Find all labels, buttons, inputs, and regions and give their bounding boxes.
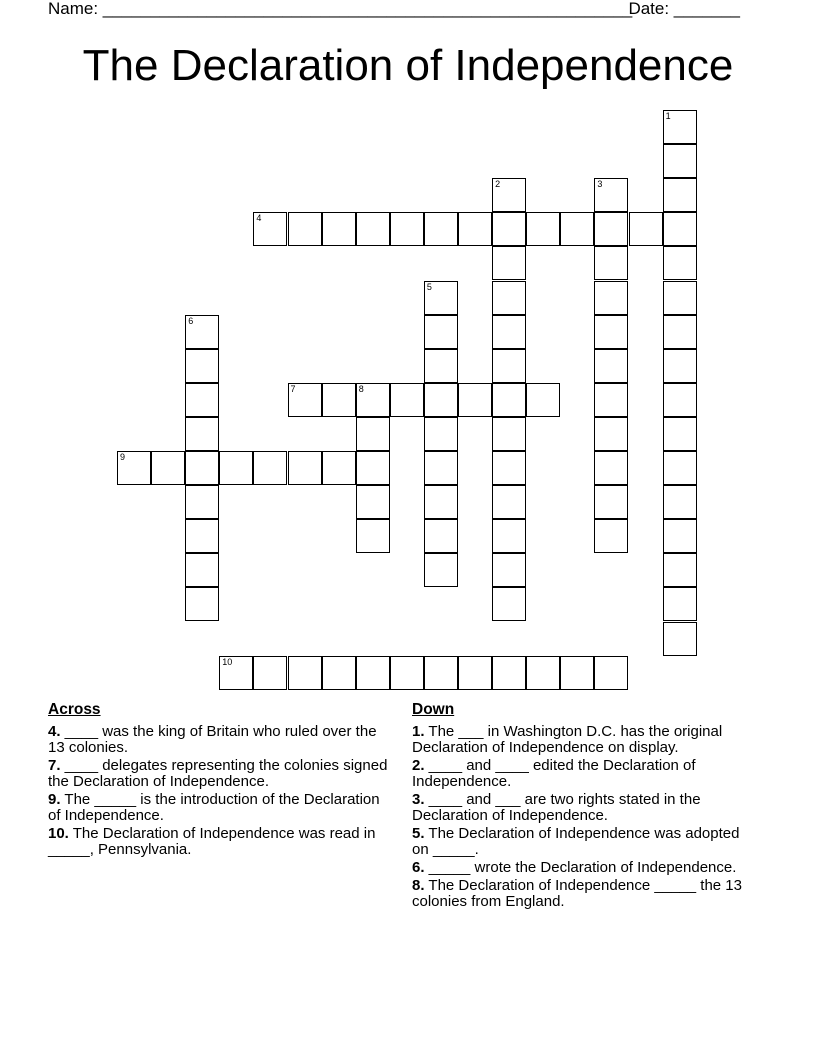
- crossword-cell[interactable]: [219, 656, 253, 690]
- crossword-cell[interactable]: [185, 451, 219, 485]
- crossword-cell[interactable]: [492, 178, 526, 212]
- crossword-cell[interactable]: [424, 553, 458, 587]
- crossword-cell[interactable]: [492, 212, 526, 246]
- crossword-cell[interactable]: [663, 246, 697, 280]
- crossword-cell[interactable]: [424, 212, 458, 246]
- crossword-cell[interactable]: [492, 519, 526, 553]
- down-clues: [412, 702, 752, 912]
- clue-number-label: 2: [495, 179, 501, 190]
- name-field[interactable]: Name: ________________________________________________________: [48, 0, 633, 18]
- clue-text: ____ was the king of Britain who ruled over the 13 colonies.: [48, 723, 377, 756]
- crossword-cell[interactable]: [594, 281, 628, 315]
- clue-number-label: 3: [597, 179, 603, 190]
- crossword-cell[interactable]: [356, 451, 390, 485]
- crossword-cell[interactable]: [219, 451, 253, 485]
- crossword-cell[interactable]: [151, 451, 185, 485]
- crossword-cell[interactable]: [458, 383, 492, 417]
- clue-number-label: 8: [358, 383, 364, 394]
- crossword-cell[interactable]: [663, 485, 697, 519]
- clue-text: The Declaration of Independence was adopted on _____.: [412, 825, 740, 858]
- crossword-cell[interactable]: [424, 451, 458, 485]
- crossword-cell[interactable]: [594, 349, 628, 383]
- crossword-cell[interactable]: [560, 212, 594, 246]
- crossword-cell[interactable]: [594, 383, 628, 417]
- clue-number-label: 10: [222, 656, 233, 667]
- clue-across-9: [48, 792, 388, 824]
- crossword-cell[interactable]: [526, 212, 560, 246]
- clue-number: 5.: [412, 825, 425, 842]
- clue-down-3: [412, 792, 752, 824]
- clue-number: 6.: [412, 859, 425, 876]
- crossword-cell[interactable]: [390, 212, 424, 246]
- crossword-cell[interactable]: [560, 656, 594, 690]
- crossword-cell[interactable]: [594, 417, 628, 451]
- clue-text: The _____ is the introduction of the Declaration of Independence.: [48, 791, 380, 824]
- crossword-cell[interactable]: [390, 656, 424, 690]
- crossword-cell[interactable]: [594, 212, 628, 246]
- crossword-cell[interactable]: [594, 656, 628, 690]
- clue-down-6: [412, 860, 752, 876]
- clue-text: ____ delegates representing the colonies signed the Declaration of Independence.: [48, 757, 388, 790]
- crossword-cell[interactable]: [663, 281, 697, 315]
- crossword-cell[interactable]: [424, 349, 458, 383]
- crossword-cell[interactable]: [663, 519, 697, 553]
- crossword-cell[interactable]: [117, 451, 151, 485]
- clue-number: 8.: [412, 877, 425, 894]
- clue-down-8: [412, 878, 752, 910]
- crossword-cell[interactable]: [458, 656, 492, 690]
- crossword-cell[interactable]: [663, 383, 697, 417]
- crossword-cell[interactable]: [492, 587, 526, 621]
- crossword-cell[interactable]: [424, 417, 458, 451]
- crossword-cell[interactable]: [253, 451, 287, 485]
- crossword-cell[interactable]: [594, 519, 628, 553]
- crossword-cell[interactable]: [356, 519, 390, 553]
- crossword-cell[interactable]: [663, 587, 697, 621]
- clue-text: The ___ in Washington D.C. has the original Declaration of Independence on display.: [412, 723, 723, 756]
- clue-number: 1.: [412, 723, 425, 740]
- crossword-cell[interactable]: [526, 383, 560, 417]
- crossword-cell[interactable]: [322, 212, 356, 246]
- crossword-cell[interactable]: [594, 485, 628, 519]
- date-field[interactable]: Date: _______: [628, 0, 740, 18]
- clue-number-label: 1: [665, 111, 671, 121]
- clue-down-5: [412, 826, 752, 858]
- clue-number-label: 9: [120, 452, 126, 462]
- clue-number: 3.: [412, 791, 425, 808]
- crossword-cell[interactable]: [492, 485, 526, 519]
- crossword-cell[interactable]: [185, 315, 219, 349]
- crossword-cell[interactable]: [185, 349, 219, 383]
- clue-text: _____ wrote the Declaration of Independence.: [424, 859, 737, 876]
- crossword-cell[interactable]: [288, 383, 322, 417]
- crossword-cell[interactable]: [663, 349, 697, 383]
- crossword-cell[interactable]: [185, 383, 219, 417]
- crossword-cell[interactable]: [594, 451, 628, 485]
- crossword-cell[interactable]: [594, 315, 628, 349]
- crossword-cell[interactable]: [288, 212, 322, 246]
- crossword-cell[interactable]: [390, 383, 424, 417]
- clue-number-label: 6: [188, 315, 194, 326]
- crossword-cell[interactable]: [526, 656, 560, 690]
- crossword-cell[interactable]: [594, 178, 628, 212]
- crossword-cell[interactable]: [424, 383, 458, 417]
- crossword-cell[interactable]: [253, 656, 287, 690]
- clue-number: 7.: [48, 757, 61, 774]
- crossword-cell[interactable]: [594, 246, 628, 280]
- crossword-cell[interactable]: [629, 212, 663, 246]
- crossword-cell[interactable]: [492, 246, 526, 280]
- clue-down-2: [412, 758, 752, 790]
- clue-across-10: [48, 826, 388, 858]
- crossword-cell[interactable]: [288, 656, 322, 690]
- crossword-cell[interactable]: [492, 553, 526, 587]
- crossword-cell[interactable]: [185, 587, 219, 621]
- crossword-cell[interactable]: [663, 315, 697, 349]
- crossword-cell[interactable]: [492, 315, 526, 349]
- crossword-cell[interactable]: [424, 519, 458, 553]
- crossword-cell[interactable]: [663, 178, 697, 212]
- page-title: The Declaration of Independence: [82, 41, 734, 90]
- crossword-cell[interactable]: [663, 417, 697, 451]
- crossword-cell[interactable]: [322, 451, 356, 485]
- crossword-cell[interactable]: [185, 519, 219, 553]
- crossword-cell[interactable]: [458, 212, 492, 246]
- crossword-cell[interactable]: [322, 383, 356, 417]
- crossword-cell[interactable]: [288, 451, 322, 485]
- crossword-cell[interactable]: [663, 110, 697, 144]
- clue-text: The Declaration of Independence was read in _____, Pennsylvania.: [48, 825, 376, 858]
- down-heading: Down: [412, 701, 455, 718]
- crossword-cell[interactable]: [492, 451, 526, 485]
- crossword-cell[interactable]: [424, 656, 458, 690]
- clue-across-7: [48, 758, 388, 790]
- clue-number-label: 7: [290, 383, 296, 394]
- crossword-cell[interactable]: [492, 656, 526, 690]
- crossword-cell[interactable]: [356, 485, 390, 519]
- clue-number: 10.: [48, 825, 69, 842]
- crossword-cell[interactable]: [356, 417, 390, 451]
- crossword-cell[interactable]: [492, 349, 526, 383]
- across-heading: Across: [48, 701, 101, 718]
- crossword-cell[interactable]: [185, 417, 219, 451]
- crossword-cell[interactable]: [663, 553, 697, 587]
- crossword-cell[interactable]: [424, 315, 458, 349]
- clue-number-label: 4: [256, 213, 262, 224]
- crossword-cell[interactable]: [663, 144, 697, 178]
- crossword-cell[interactable]: [356, 383, 390, 417]
- clue-number: 9.: [48, 791, 61, 808]
- across-clues: [48, 702, 388, 860]
- crossword-cell[interactable]: [492, 417, 526, 451]
- crossword-cell[interactable]: [663, 622, 697, 656]
- crossword-cell[interactable]: [322, 656, 356, 690]
- crossword-cell[interactable]: [356, 656, 390, 690]
- crossword-cell[interactable]: [424, 485, 458, 519]
- crossword-cell[interactable]: [185, 553, 219, 587]
- crossword-cell[interactable]: [663, 212, 697, 246]
- crossword-cell[interactable]: [663, 451, 697, 485]
- clue-number: 2.: [412, 757, 425, 774]
- crossword-cell[interactable]: [492, 383, 526, 417]
- clue-number: 4.: [48, 723, 61, 740]
- clue-number-label: 5: [426, 281, 432, 292]
- clue-text: The Declaration of Independence _____ the 13 colonies from England.: [412, 877, 742, 910]
- clue-down-1: [412, 724, 752, 756]
- crossword-cell[interactable]: [253, 212, 287, 246]
- clue-across-4: [48, 724, 388, 756]
- clue-text: ____ and ____ edited the Declaration of Independence.: [412, 757, 696, 790]
- clue-text: ____ and ___ are two rights stated in the Declaration of Independence.: [412, 791, 701, 824]
- crossword-cell[interactable]: [492, 281, 526, 315]
- crossword-cell[interactable]: [185, 485, 219, 519]
- crossword-cell[interactable]: [424, 281, 458, 315]
- crossword-cell[interactable]: [356, 212, 390, 246]
